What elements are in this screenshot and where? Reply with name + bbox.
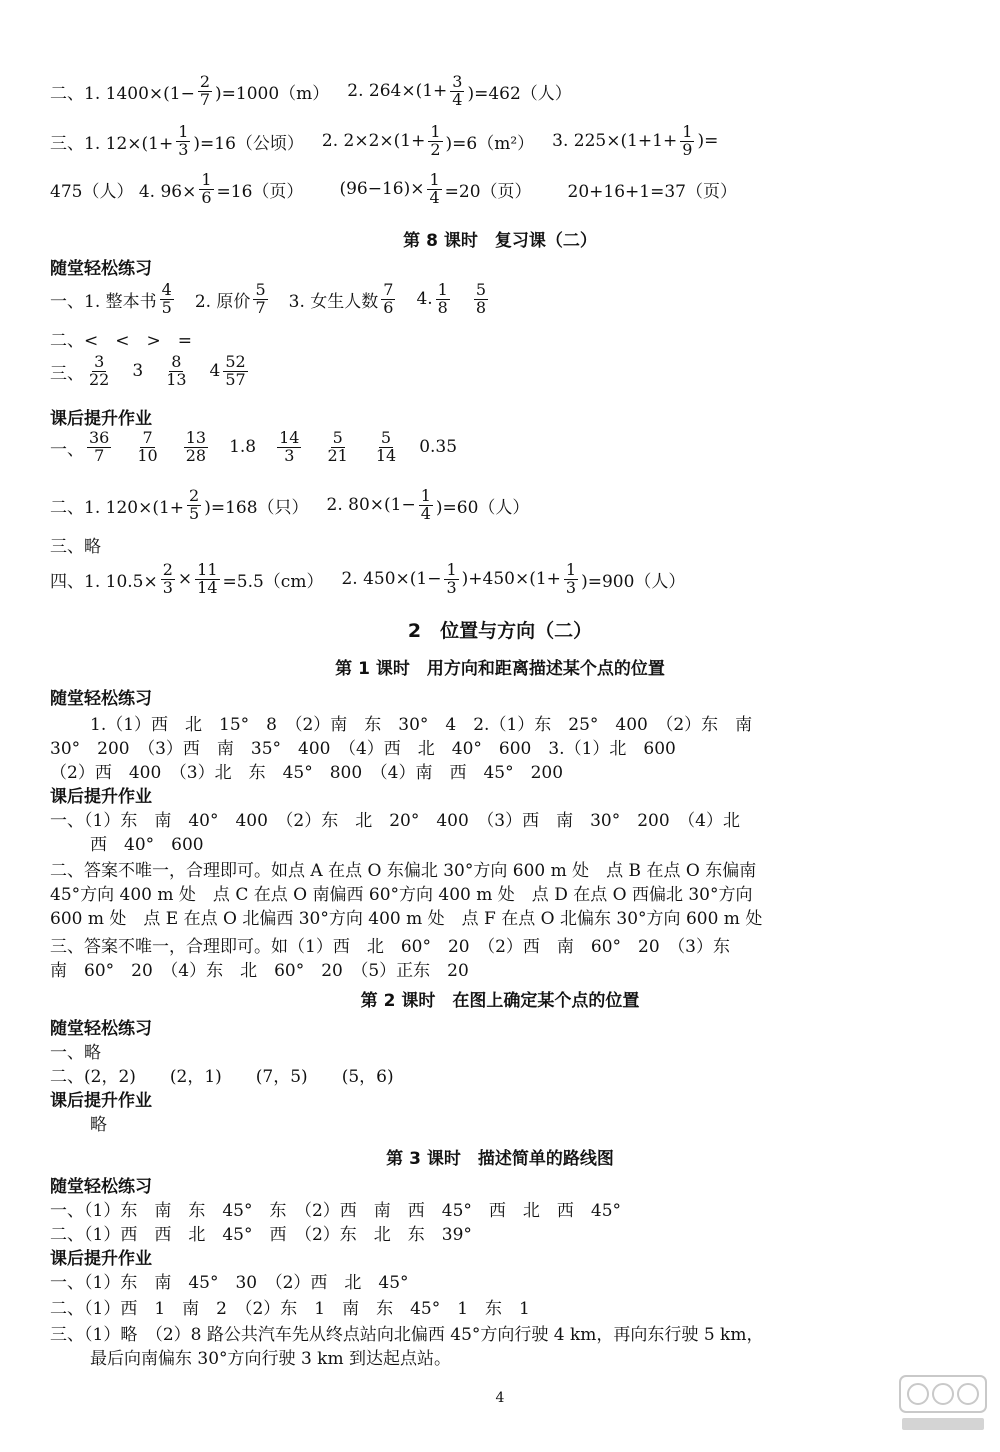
section-heading: 随堂轻松练习 bbox=[50, 1177, 152, 1197]
answer-line: 三、（1）略 （2）8 路公共汽车先从终点站向北偏西 45°方向行驶 4 km，再向东行驶 5 km， bbox=[50, 1325, 764, 1345]
text: 三、1. 12×(1+ bbox=[50, 133, 174, 154]
fraction: $\frac{1}{3}$ bbox=[178, 122, 189, 159]
answer-line: 30° 200 （3）西 南 35° 400 （4）西 北 40° 600 3.（1）北 600 bbox=[50, 739, 676, 759]
fraction: $\frac{7}{10}$ bbox=[137, 428, 158, 465]
answer-line: 1.（1）西 北 15° 8 （2）南 东 30° 4 2.（1）东 25° 400 （2）东 南 bbox=[90, 715, 753, 735]
text: 二、1. 120×(1+ bbox=[50, 497, 185, 518]
text: )=60（人） bbox=[435, 497, 530, 518]
text: 4 bbox=[209, 361, 221, 382]
answer-line: 南 60° 20 （4）东 北 60° 20 （5）正东 20 bbox=[50, 961, 469, 981]
answer-line: 略 bbox=[90, 1115, 107, 1135]
text: 20+16+1=37（页） bbox=[567, 181, 737, 202]
fraction: $\frac{1}{4}$ bbox=[420, 486, 431, 523]
answer-line: 最后向南偏东 30°方向行驶 3 km 到达起点站。 bbox=[90, 1349, 451, 1369]
answer-line: 二、（1）西 西 北 45° 西 （2）东 北 东 39° bbox=[50, 1225, 472, 1245]
fraction: $\frac{2}{3}$ bbox=[162, 560, 173, 597]
fraction: $\frac{1}{2}$ bbox=[430, 122, 441, 159]
text: 3. 225×(1+1+ bbox=[552, 131, 678, 152]
fraction: $\frac{5}{7}$ bbox=[255, 280, 266, 317]
fraction: $\frac{2}{7}$ bbox=[199, 72, 211, 109]
section-heading: 课后提升作业 bbox=[50, 1091, 152, 1111]
text: )=16（公顷） bbox=[193, 133, 304, 154]
fraction: $\frac{5}{14}$ bbox=[375, 428, 397, 465]
text: 2. 264×(1+ bbox=[347, 81, 448, 102]
text: )=168（只） bbox=[204, 497, 309, 518]
answer-line: 45°方向 400 m 处 点 C 在点 O 南偏西 60°方向 400 m 处 点 D 在点 O 西偏北 30°方向 bbox=[50, 885, 753, 905]
fraction: $\frac{13}{28}$ bbox=[185, 428, 207, 465]
answer-line bbox=[50, 74, 572, 109]
text: 0.35 bbox=[419, 437, 458, 458]
text: )=6（m²） bbox=[445, 133, 535, 154]
text: 一、 bbox=[50, 439, 84, 460]
answer-line: 二、(2，2) (2，1) (7，5) (5，6) bbox=[50, 1067, 394, 1087]
answer-line: 一、（1）东 南 45° 30 （2）西 北 45° bbox=[50, 1273, 409, 1293]
text: 475（人） 4. 96× bbox=[50, 181, 197, 202]
lesson-title: 第 2 课时 在图上确定某个点的位置 bbox=[360, 991, 640, 1011]
section-heading: 随堂轻松练习 bbox=[50, 689, 152, 709]
text: (96−16)× bbox=[339, 179, 425, 200]
answer-line: 西 40° 600 bbox=[90, 835, 204, 855]
answer-line bbox=[50, 562, 685, 597]
answer-line: 二、< < > = bbox=[50, 331, 192, 351]
text: 1.8 bbox=[229, 437, 257, 458]
answer-line: 一、略 bbox=[50, 1043, 101, 1063]
fraction: $\frac{1}{8}$ bbox=[437, 280, 448, 317]
text: =16（页） bbox=[216, 181, 304, 202]
watermark-logo bbox=[898, 1374, 988, 1434]
answer-line bbox=[50, 282, 491, 317]
answer-line bbox=[50, 430, 457, 465]
answer-line bbox=[50, 354, 251, 389]
lesson-title: 第 8 课时 复习课（二） bbox=[403, 231, 597, 251]
fraction: $\frac{36}{7}$ bbox=[89, 428, 110, 465]
unit-title: 2 位置与方向（二） bbox=[407, 620, 593, 642]
text: )= bbox=[697, 131, 719, 152]
lesson-title: 第 3 课时 描述简单的路线图 bbox=[386, 1149, 614, 1169]
fraction: $\frac{5}{21}$ bbox=[327, 428, 348, 465]
section-heading: 随堂轻松练习 bbox=[50, 1019, 152, 1039]
answer-line bbox=[50, 124, 718, 159]
answer-line: 三、略 bbox=[50, 537, 101, 557]
text: 2. 450×(1− bbox=[341, 569, 442, 590]
fraction: $\frac{5}{8}$ bbox=[475, 280, 487, 317]
fraction: $\frac{8}{13}$ bbox=[166, 352, 187, 389]
fraction: $\frac{3}{4}$ bbox=[452, 72, 463, 109]
text: 2. 80×(1− bbox=[326, 495, 416, 516]
fraction: $\frac{11}{14}$ bbox=[197, 560, 218, 597]
section-heading: 课后提升作业 bbox=[50, 409, 152, 429]
answer-line: 二、答案不唯一，合理即可。如点 A 在点 O 东偏北 30°方向 600 m 处 点 B 在点 O 东偏南 bbox=[50, 861, 757, 881]
answer-line bbox=[50, 488, 529, 523]
lesson-title: 第 1 课时 用方向和距离描述某个点的位置 bbox=[335, 659, 665, 679]
text: )=900（人） bbox=[581, 571, 686, 592]
text: 一、1. 整本书 bbox=[50, 291, 157, 312]
fraction: $\frac{1}{6}$ bbox=[201, 170, 212, 207]
fraction: $\frac{1}{9}$ bbox=[682, 122, 693, 159]
text: 3 bbox=[132, 361, 144, 382]
page-number: 4 bbox=[495, 1390, 505, 1406]
fraction: $\frac{7}{6}$ bbox=[383, 280, 394, 317]
text: 二、1. 1400×(1− bbox=[50, 83, 195, 104]
text: 2. 2×2×(1+ bbox=[321, 131, 426, 152]
text: )+450×(1+ bbox=[461, 569, 561, 590]
fraction: $\frac{1}{3}$ bbox=[565, 560, 577, 597]
text: =20（页） bbox=[444, 181, 532, 202]
answer-line: 二、（1）西 1 南 2 （2）东 1 南 东 45° 1 东 1 bbox=[50, 1299, 530, 1319]
text: 2. 原价 bbox=[194, 291, 251, 312]
answer-line: （2）西 400 （3）北 东 45° 800 （4）南 西 45° 200 bbox=[50, 763, 564, 783]
fraction: $\frac{2}{5}$ bbox=[189, 486, 200, 523]
answer-line: 一、（1）东 南 东 45° 东 （2）西 南 西 45° 西 北 西 45° bbox=[50, 1201, 622, 1221]
section-heading: 课后提升作业 bbox=[50, 787, 152, 807]
answer-line bbox=[50, 172, 737, 207]
text: 四、1. 10.5× bbox=[50, 571, 158, 592]
fraction: $\frac{52}{57}$ bbox=[225, 352, 246, 389]
answer-line: 一、（1）东 南 40° 400 （2）东 北 20° 400 （3）西 南 30° 200 （4）北 bbox=[50, 811, 741, 831]
text: 3. 女生人数 bbox=[288, 291, 379, 312]
answer-line: 600 m 处 点 E 在点 O 北偏西 30°方向 400 m 处 点 F 在点 O 北偏东 30°方向 600 m 处 bbox=[50, 909, 763, 929]
text: )=1000（m） bbox=[215, 83, 330, 104]
fraction: $\frac{3}{22}$ bbox=[89, 352, 110, 389]
text: 三、 bbox=[50, 363, 84, 384]
text: 4. bbox=[416, 289, 433, 310]
section-heading: 随堂轻松练习 bbox=[50, 259, 152, 279]
fraction: $\frac{1}{3}$ bbox=[446, 560, 457, 597]
answer-line: 三、答案不唯一，合理即可。如（1）西 北 60° 20 （2）西 南 60° 20 （3）东 bbox=[50, 937, 730, 957]
text: =5.5（cm） bbox=[222, 571, 324, 592]
fraction: $\frac{4}{5}$ bbox=[161, 280, 172, 317]
section-heading: 课后提升作业 bbox=[50, 1249, 152, 1269]
text: × bbox=[177, 569, 193, 590]
fraction: $\frac{14}{3}$ bbox=[279, 428, 300, 465]
fraction: $\frac{1}{4}$ bbox=[429, 170, 440, 207]
text: )=462（人） bbox=[467, 83, 572, 104]
